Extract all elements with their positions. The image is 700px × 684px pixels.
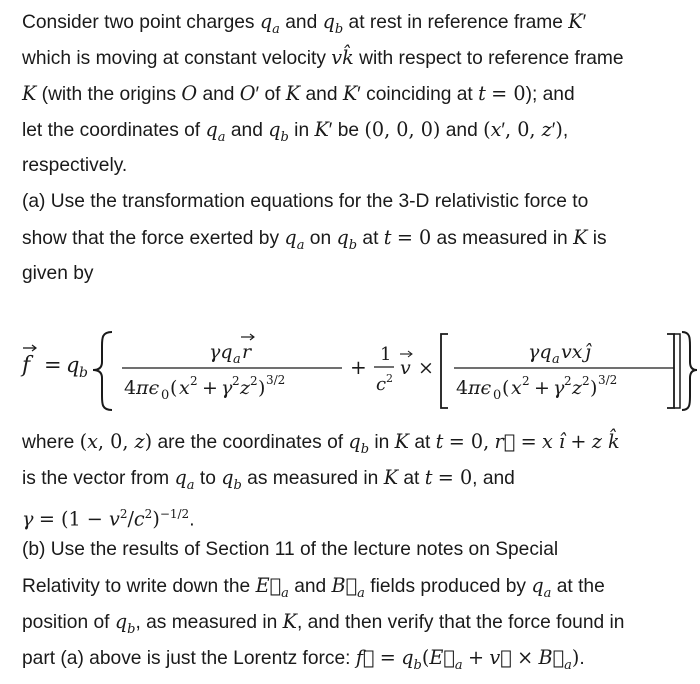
svg-text:πϵ: πϵ: [468, 377, 492, 399]
svg-text:x: x: [511, 377, 522, 399]
part-b-line: part (a) above is just the Lorentz force: f⃗ = $q_b(E⃗_a$ + v⃗ × $B⃗_a$).: [22, 646, 585, 673]
text-line: which is moving at constant velocity vk̂ with respect to reference frame: [22, 46, 624, 69]
svg-text:): ): [258, 377, 266, 399]
svg-text:z: z: [240, 377, 251, 399]
svg-text:ĵ: ĵ: [585, 341, 591, 363]
svg-text:2: 2: [250, 374, 258, 388]
svg-text:2: 2: [564, 374, 572, 388]
svg-text:γ: γ: [221, 377, 233, 399]
svg-text:+: +: [534, 377, 550, 399]
after-eq-line: where (x, 0, z) are the coordinates of $q_b$ in K at t = 0, r⃗ = x î + z k̂: [22, 430, 620, 457]
svg-text:2: 2: [190, 374, 198, 388]
svg-text:=: =: [44, 353, 62, 377]
svg-text:3/2: 3/2: [266, 373, 286, 387]
svg-text:2: 2: [386, 372, 393, 385]
part-a-line: (a) Use the transformation equations for the 3-D relativistic force to: [22, 191, 589, 212]
svg-text:c: c: [376, 374, 387, 395]
force-equation: [22, 310, 686, 420]
svg-text:vx: vx: [561, 341, 583, 363]
text-line: Consider two point charges $q_a$ and $q_b$ at rest in reference frame K′: [22, 10, 587, 37]
svg-text:(: (: [170, 377, 178, 399]
svg-text:r: r: [242, 341, 252, 363]
part-b-line: position of $q_b$, as measured in K, and then verify that the force found in: [22, 610, 625, 637]
svg-text:3/2: 3/2: [598, 373, 618, 387]
svg-text:f: f: [22, 353, 31, 378]
part-b-line: (b) Use the results of Section 11 of the lecture notes on Special: [22, 539, 559, 560]
text-line: let the coordinates of $q_a$ and $q_b$ in K′ be (0, 0, 0) and (x′, 0, z′),: [22, 118, 569, 145]
svg-text:): ): [590, 377, 598, 399]
text-line: K (with the origins O and O′ of K and K′ coinciding at t = 0); and: [22, 82, 575, 105]
svg-text:γq: γq: [528, 341, 552, 363]
svg-text:a: a: [552, 352, 560, 367]
svg-text:z: z: [572, 377, 583, 399]
svg-text:1: 1: [380, 344, 392, 365]
svg-text:2: 2: [522, 374, 530, 388]
text-line: respectively.: [22, 155, 128, 176]
part-a-line: show that the force exerted by $q_a$ on $q_b$ at t = 0 as measured in K is: [22, 226, 607, 253]
svg-text:(: (: [502, 377, 510, 399]
after-eq-line: $\gamma = (1 - v^2/c^2)^{-1/2}$.: [22, 507, 195, 531]
svg-text:0: 0: [161, 388, 170, 403]
problem-text: [22, 4, 686, 676]
svg-text:v: v: [400, 357, 411, 379]
svg-text:4: 4: [456, 377, 469, 399]
after-eq-line: is the vector from $q_a$ to $q_b$ as measured in K at t = 0, and: [22, 466, 515, 493]
svg-text:+: +: [350, 355, 367, 379]
svg-text:×: ×: [418, 357, 434, 379]
svg-text:0: 0: [493, 388, 502, 403]
equation-graphic: [22, 310, 686, 420]
svg-text:b: b: [79, 365, 88, 381]
part-b-line: Relativity to write down the $E⃗_a$ and $B⃗_a$ fields produced by $q_a$ at the: [22, 574, 605, 601]
svg-text:a: a: [233, 352, 241, 367]
svg-text:2: 2: [582, 374, 590, 388]
svg-text:γ: γ: [553, 377, 565, 399]
svg-text:πϵ: πϵ: [136, 377, 160, 399]
svg-text:2: 2: [232, 374, 240, 388]
svg-text:γq: γq: [209, 341, 233, 363]
part-a-line: given by: [22, 263, 94, 284]
svg-text:+: +: [202, 377, 218, 399]
svg-text:q: q: [66, 353, 80, 377]
svg-text:x: x: [179, 377, 190, 399]
svg-text:4: 4: [124, 377, 137, 399]
